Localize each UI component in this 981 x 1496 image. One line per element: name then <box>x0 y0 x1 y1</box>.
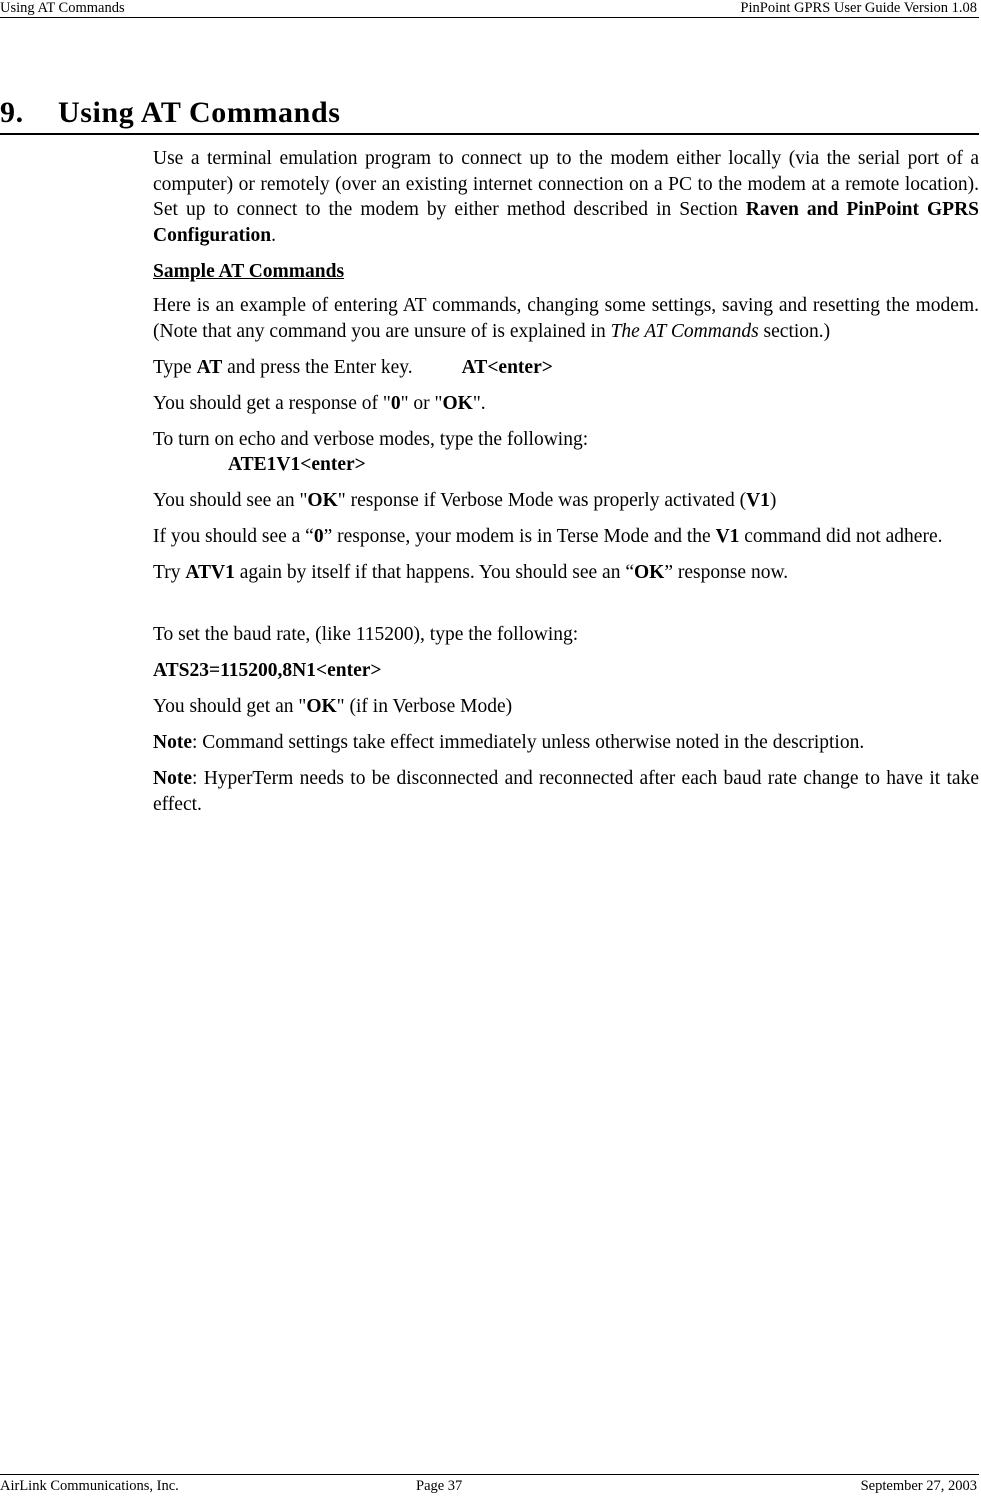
at-enter-command: AT<enter> <box>461 356 553 378</box>
section-number: 9. <box>0 96 24 129</box>
note-command-settings: Note: Command settings take effect immediately unless otherwise noted in the description. <box>153 732 865 753</box>
main-content <box>153 146 979 828</box>
header-document-title: PinPoint GPRS User Guide Version 1.08 <box>740 0 977 16</box>
baud-ok-line: You should get an "OK" (if in Verbose Mode) <box>153 696 513 717</box>
echo-instruction: To turn on echo and verbose modes, type the following: ATE1V1<enter> <box>153 428 589 475</box>
subheading-sample-at-commands: Sample AT Commands <box>153 260 345 282</box>
retry-line: Try ATV1 again by itself if that happens. You should see an “OK” response now. <box>153 562 789 583</box>
section-reference: Raven and PinPoint GPRS Configuration <box>153 199 979 246</box>
page-footer <box>0 1474 979 1495</box>
page-title <box>0 94 979 135</box>
ate1v1-command: ATE1V1<enter> <box>228 454 366 475</box>
baud-instruction: To set the baud rate, (like 115200), type the following: <box>153 624 579 645</box>
terse-mode-paragraph: If you should see a “0” response, your modem is in Terse Mode and the V1 command did not adhere. <box>153 526 943 547</box>
note-hyperterm: Note: HyperTerm needs to be disconnected and reconnected after each baud rate change to have it take effect. <box>153 768 979 815</box>
at-commands-reference: The AT Commands <box>610 320 759 342</box>
spacer <box>153 596 979 622</box>
response-line: You should get a response of "0" or "OK". <box>153 392 486 414</box>
footer-company: AirLink Communications, Inc. <box>0 1478 179 1494</box>
footer-page-number: Page 37 <box>416 1478 463 1494</box>
header-section-title: Using AT Commands <box>0 0 125 16</box>
verbose-ok-line: You should see an "OK" response if Verbose Mode was properly activated (V1) <box>153 490 777 511</box>
footer-date: September 27, 2003 <box>860 1478 977 1494</box>
page-header <box>0 0 979 18</box>
intro-paragraph: Use a terminal emulation program to connect up to the modem either locally (via the serial port of a computer) or remotely (over an existing internet connection on a PC to the modem at a remote location). Set up to connect to the modem by either method described in Section Raven and PinPoint GPRS Configuration. <box>153 148 979 246</box>
baud-command: ATS23=115200,8N1<enter> <box>153 660 382 681</box>
section-title: Using AT Commands <box>58 96 341 129</box>
type-at-instruction: Type AT and press the Enter key. AT<enter> <box>153 356 553 378</box>
example-paragraph: Here is an example of entering AT commands, changing some settings, saving and resetting the modem. (Note that any command you are unsure of is explained in The AT Commands section.) <box>153 295 979 342</box>
